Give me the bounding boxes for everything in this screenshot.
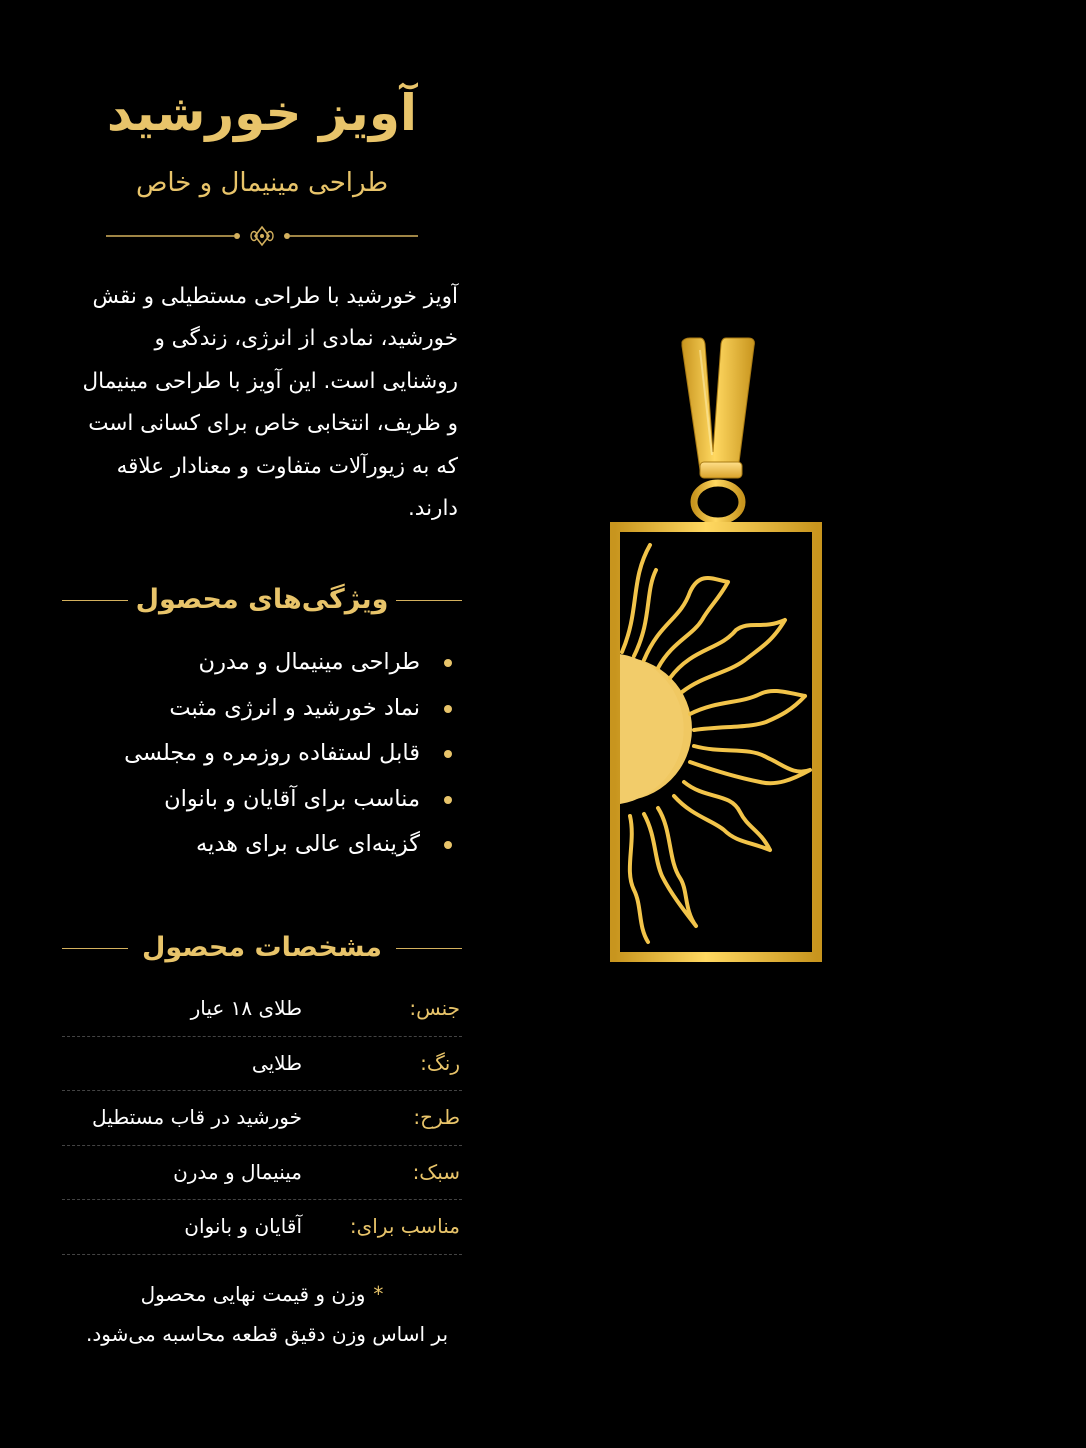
product-subtitle: طراحی مینیمال و خاص	[135, 168, 389, 198]
divider-ornament	[106, 222, 418, 250]
product-title: آویز خورشید	[106, 84, 418, 142]
features-list	[62, 640, 462, 868]
specs-table	[62, 982, 462, 1255]
spec-value: خورشید در قاب مستطیل	[92, 1105, 302, 1129]
pendant-bail	[682, 338, 754, 470]
spec-row-color	[62, 1037, 462, 1092]
heading-rule-right	[396, 948, 462, 949]
spec-value: آقایان و بانوان	[184, 1214, 302, 1238]
spec-row-suitable-for	[62, 1200, 462, 1255]
spec-label: مناسب برای:	[349, 1214, 460, 1238]
product-description: آویز خورشید با طراحی مستطیلی و نقش خورشید، نمادی از انرژی، زندگی و روشنایی است. این آویز با طراحی مینیمال و ظریف، انتخابی خاص برای کسانی است که به زیورآلات متفاوت و معنادار علاقه دارند.	[82, 284, 458, 522]
bullet-icon	[444, 705, 452, 713]
feature-item: گزینه‌ای عالی برای هدیه	[62, 822, 462, 868]
feature-item: قابل لستفاده روزمره و مجلسی	[62, 731, 462, 777]
specs-heading-text: مشخصات محصول	[141, 932, 383, 963]
heading-rule-left	[62, 600, 128, 601]
spec-row-material	[62, 982, 462, 1037]
spec-label: سبک:	[412, 1159, 460, 1184]
bullet-icon	[444, 796, 452, 804]
heading-rule-right	[396, 600, 462, 601]
feature-item: نماد خورشید و انرژی مثبت	[62, 686, 462, 732]
heading-rule-left	[62, 948, 128, 949]
spec-label: طرح:	[413, 1105, 460, 1129]
jump-ring	[694, 483, 742, 521]
spec-label: جنس:	[409, 996, 460, 1020]
spec-row-design	[62, 1091, 462, 1146]
spec-label: رنگ:	[420, 1050, 460, 1075]
spec-value: مینیمال و مدرن	[173, 1159, 302, 1184]
spec-value: طلای ۱۸ عیار	[190, 996, 302, 1020]
spec-row-style	[62, 1146, 462, 1201]
product-info-panel	[62, 0, 462, 1448]
features-heading	[62, 578, 462, 622]
price-note	[62, 1274, 462, 1354]
sun-pendant-image	[600, 330, 830, 970]
asterisk-icon: *	[373, 1282, 384, 1306]
bullet-icon	[444, 750, 452, 758]
feature-item: طراحی مینیمال و مدرن	[62, 640, 462, 686]
bullet-icon	[444, 659, 452, 667]
feature-item: مناسب برای آقایان و بانوان	[62, 777, 462, 823]
note-line-1: وزن و قیمت نهایی محصول	[140, 1282, 366, 1306]
specs-heading	[62, 926, 462, 970]
features-heading-text: ویژگی‌های محصول	[135, 584, 389, 615]
note-line-2: بر اساس وزن دقیق قطعه محاسبه می‌شود.	[85, 1322, 449, 1346]
bullet-icon	[444, 841, 452, 849]
spec-value: طلایی	[251, 1050, 302, 1075]
